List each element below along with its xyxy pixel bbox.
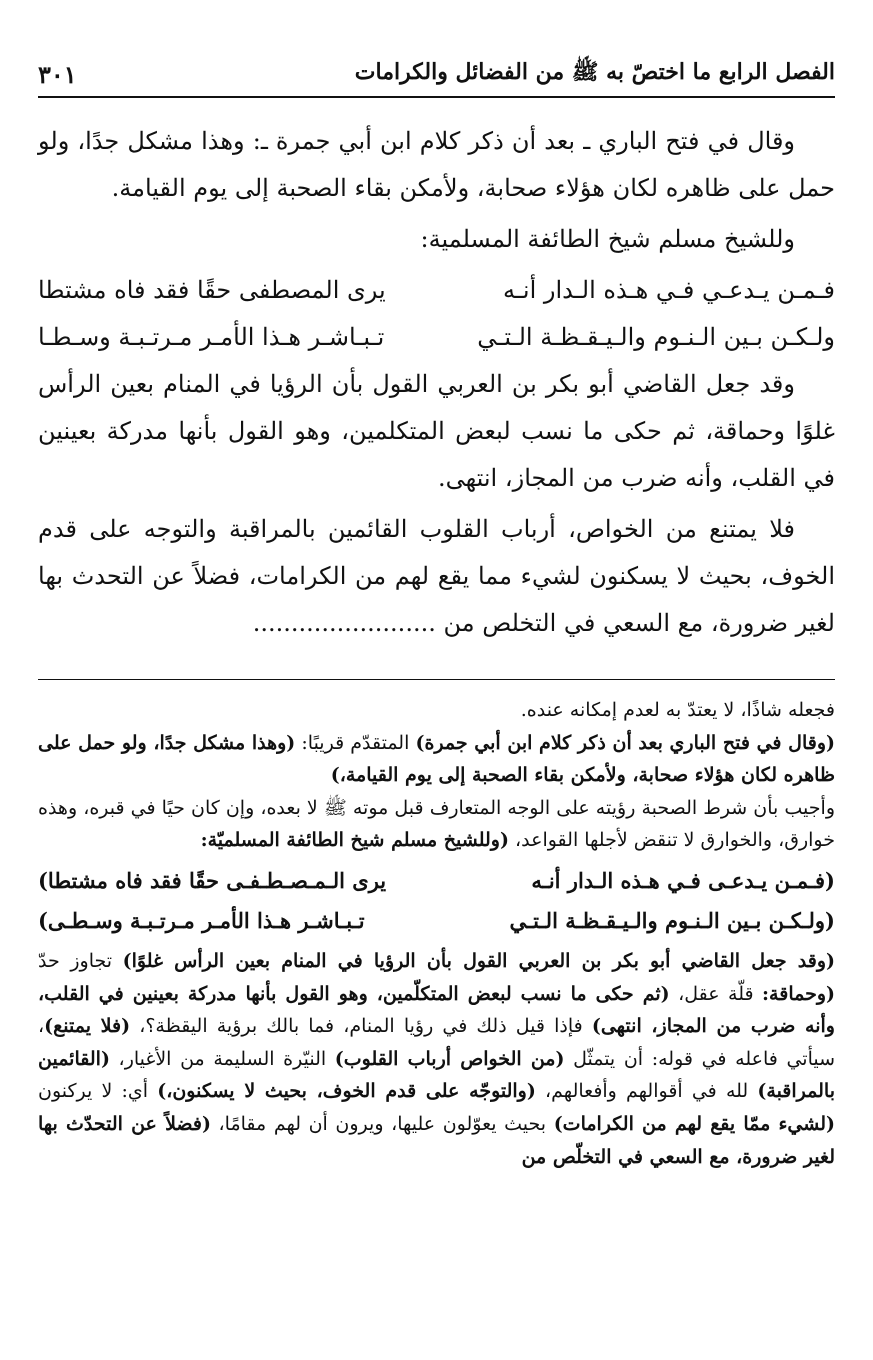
quoted-text: (لشيء ممّا يقع لهم من الكرامات) [553, 1112, 835, 1135]
main-paragraph-4: فلا يمتنع من الخواص، أرباب القلوب القائمين بالمراقبة والتوجه على قدم الخوف، بحيث لا يسكنون لشيء مما يقع لهم من الكرامات، فضلاً عن التحدث بها لغير ضرورة، مع السعي في التخلص من ........................ [38, 515, 835, 637]
quoted-text: (وقد جعل القاضي أبو بكر بن العربي القول بأن الرؤيا في المنام بعين الرأس غلوًا) [122, 949, 835, 972]
quoted-text: (القائمين بالمراقبة) [38, 1047, 835, 1103]
verse-2-first-hemistich: (ولـكـن بـين الـنـوم والـيـقـظـة الـتـي [509, 907, 835, 933]
explanation-text: أي: لا يركنون [38, 1080, 158, 1103]
poem-verse-2 [38, 314, 835, 361]
commentary-paragraph-2 [38, 727, 835, 792]
explanation-text: قلّة عقل، [669, 982, 763, 1005]
verse-2-second-hemistich: تـبـاشـر هـذا الأمـر مـرتـبـة وسـطـى) [38, 907, 365, 933]
page-number: ٣٠١ [38, 59, 77, 89]
quoted-text: (وحماقة: [762, 982, 836, 1005]
quoted-text: (وللشيخ مسلم شيخ الطائفة المسلميّة: [200, 829, 509, 852]
verse-1-first-hemistich: فـمـن يـدعـي فـي هـذه الـدار أنـه [503, 276, 835, 304]
quoted-text: (ثم حكى ما نسب لبعض المتكلّمين، وهو القول بأنها مدركة بعينين في القلب، وأنه ضرب من المجاز، انتهى) [38, 982, 835, 1038]
quoted-text: (والتوجّه على قدم الخوف، بحيث لا يسكنون،) [157, 1080, 536, 1103]
verse-2-first-hemistich: ولـكـن بـين الـنـوم والـيـقـظـة الـتـي [477, 323, 835, 351]
quoted-text: (وقال في فتح الباري بعد أن ذكر كلام ابن أبي جمرة) [415, 731, 836, 754]
explanation-text: النيّرة السليمة من الأغيار، [109, 1047, 335, 1070]
commentary-paragraph-4 [38, 945, 835, 1173]
text-commentary-divider [38, 679, 835, 680]
explanation-text: بحيث يعوّلون عليها، ويرون أن لهم مقامًا، [210, 1112, 554, 1135]
commentary-text [38, 694, 835, 1173]
page-header [38, 52, 835, 98]
poem-verse-1 [38, 267, 835, 314]
explanation-text: لله في أقوالهم وأفعالهم، [535, 1080, 758, 1103]
poem-verses [38, 267, 835, 361]
main-paragraph-2: وللشيخ مسلم شيخ الطائفة المسلمية: [420, 225, 795, 253]
explanation-text: فإذا قيل ذلك في رؤيا المنام، فما بالك برؤية اليقظة؟، [130, 1015, 592, 1038]
commentary-line-1: فجعله شاذًا، لا يعتدّ به لعدم إمكانه عنده. [520, 699, 835, 721]
explanation-text: المتقدّم قريبًا: [295, 731, 416, 754]
verse-1-second-hemistich: يرى الـمـصـطـفـى حقًا فقد فاه مشتطا) [38, 867, 387, 893]
verse-1-first-hemistich: (فـمـن يـدعـى فـي هـذه الـدار أنـه [531, 867, 835, 893]
commentary-verse-1 [38, 861, 835, 901]
verse-1-second-hemistich: يرى المصطفى حقًا فقد فاه مشتطا [38, 276, 386, 304]
explanation-text: تجاوز حدّ [38, 949, 123, 972]
commentary-paragraph-3 [38, 792, 835, 857]
quoted-text: (من الخواص أرباب القلوب) [334, 1047, 565, 1070]
quoted-text: (وهذا مشكل جدًا، ولو حمل على ظاهره لكان هؤلاء صحابة، ولأمكن بقاء الصحبة إلى يوم القيامة،) [38, 731, 835, 787]
commentary-poem-verses [38, 861, 835, 941]
main-text [38, 118, 835, 651]
main-paragraph-1: وقال في فتح الباري ـ بعد أن ذكر كلام ابن أبي جمرة ـ: وهذا مشكل جدًا، ولو حمل على ظاهره لكان هؤلاء صحابة، ولأمكن بقاء الصحبة إلى يوم القيامة. [38, 127, 835, 202]
explanation-text: وأجيب بأن شرط الصحبة رؤيته على الوجه المتعارف قبل موته ﷺ لا بعده، وإن كان حيًا في قبره، وهذه خوارق، والخوارق لا تنقض لأجلها القواعد، [38, 796, 835, 852]
quoted-text: (فضلاً عن التحدّث بها لغير ضرورة، مع السعي في التخلّص من [38, 1112, 835, 1168]
quoted-text: (فلا يمتنع) [44, 1015, 131, 1038]
main-paragraph-3: وقد جعل القاضي أبو بكر بن العربي القول بأن الرؤيا في المنام بعين الرأس غلوًا وحماقة، ثم حكى ما نسب لبعض المتكلمين، وهو القول بأنها مدركة بعينين في القلب، وأنه ضرب من المجاز، انتهى. [38, 370, 835, 492]
verse-2-second-hemistich: تـبـاشـر هـذا الأمـر مـرتـبـة وسـطـا [38, 323, 385, 351]
commentary-verse-2 [38, 901, 835, 941]
running-title: الفصل الرابع ما اختصّ به ﷺ من الفضائل والكرامات [354, 59, 835, 85]
explanation-text: ، سيأتي فاعله في قوله: أن يتمثّل [38, 1015, 836, 1070]
